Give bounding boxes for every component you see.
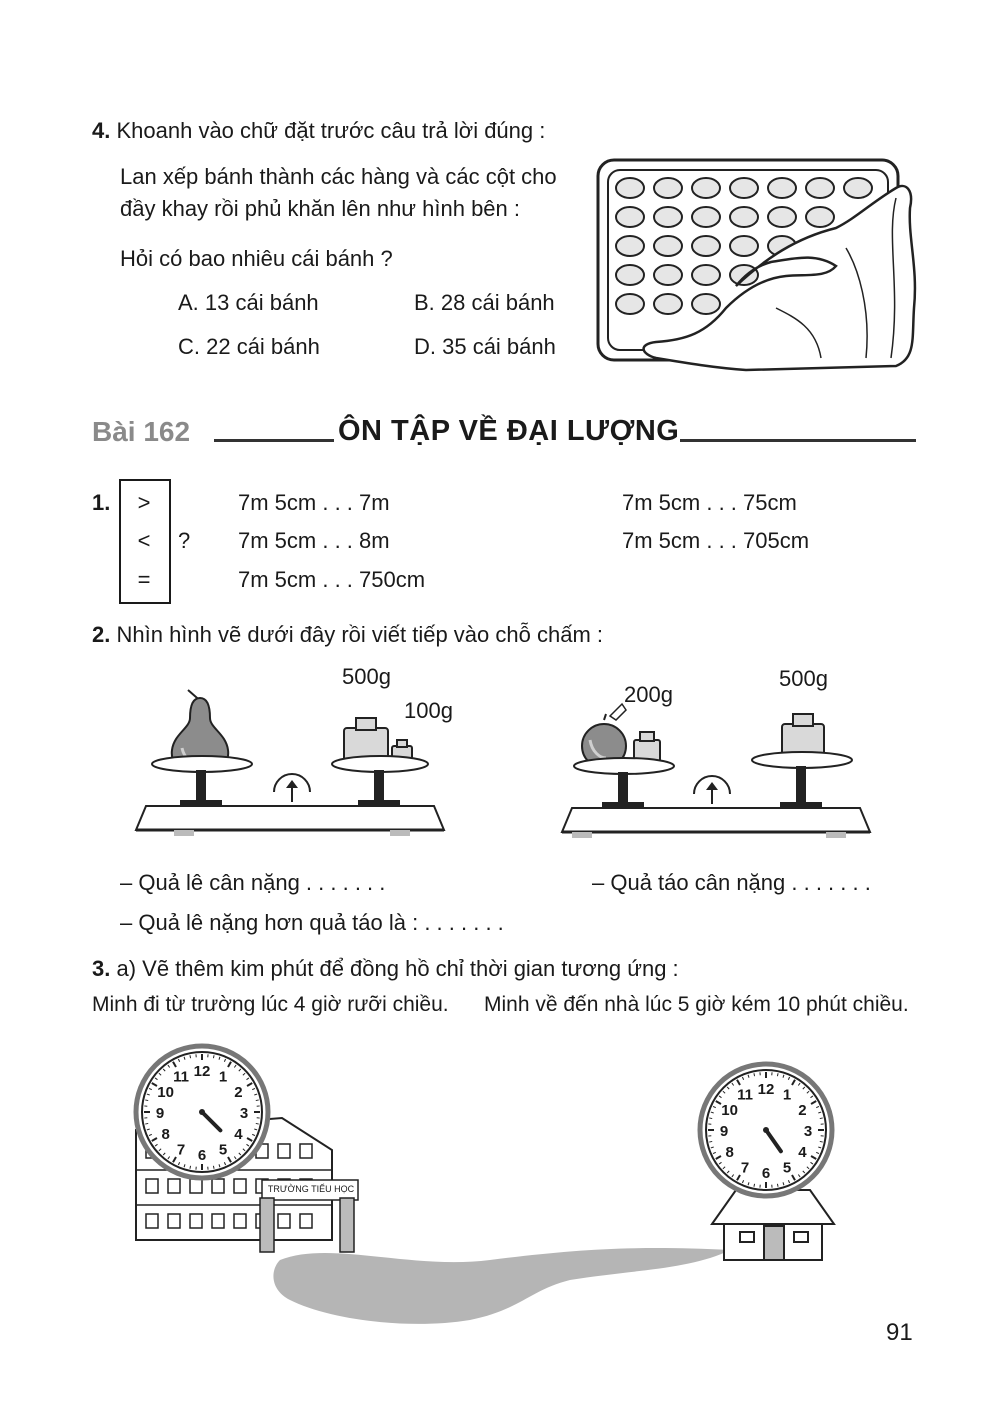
cake-icon xyxy=(654,178,682,198)
q4-question: Hỏi có bao nhiêu cái bánh ? xyxy=(120,246,393,271)
ex2-heading xyxy=(92,622,603,648)
q4-option-a[interactable]: A. 13 cái bánh xyxy=(178,290,319,315)
symbol-greater: > xyxy=(137,490,151,515)
clock-tick xyxy=(256,1123,259,1124)
clock-number: 1 xyxy=(218,1068,228,1086)
cake-icon xyxy=(768,178,796,198)
ex3-instruction: a) Vẽ thêm kim phút để đồng hồ chỉ thời gian tương ứng : xyxy=(116,956,679,981)
clock-number: 12 xyxy=(757,1081,775,1098)
cake-icon xyxy=(806,178,834,198)
q4-line1: Lan xếp bánh thành các hàng và các cột cho xyxy=(120,164,557,189)
clock-number: 3 xyxy=(803,1123,813,1140)
clock-tick xyxy=(820,1141,823,1142)
school-window xyxy=(300,1214,312,1228)
q4-option-c[interactable]: C. 22 cái bánh xyxy=(178,334,320,359)
cake-icon xyxy=(654,207,682,227)
ex3-number: 3. xyxy=(92,956,111,981)
clock-number: 10 xyxy=(157,1084,174,1101)
q4-instruction: Khoanh vào chữ đặt trước câu trả lời đúng : xyxy=(116,118,546,143)
clock-tick xyxy=(777,1184,778,1187)
ex3-heading xyxy=(92,956,679,982)
scale-1-weight-500g-label: 500g xyxy=(342,664,391,689)
symbol-equal: = xyxy=(137,567,151,592)
house-door xyxy=(764,1226,784,1260)
ex2-answer-apple[interactable]: – Quả táo cân nặng . . . . . . . xyxy=(592,870,871,895)
ex3-right-caption: Minh về đến nhà lúc 5 giờ kém 10 phút chiều. xyxy=(484,993,909,1016)
clock-number: 2 xyxy=(798,1102,807,1119)
clock-tick xyxy=(190,1055,191,1058)
clock-number: 9 xyxy=(155,1105,165,1122)
school-window xyxy=(168,1214,180,1228)
ex2-answer-pear[interactable]: – Quả lê cân nặng . . . . . . . xyxy=(120,870,386,895)
ex2-instruction: Nhìn hình vẽ dưới đây rồi viết tiếp vào chỗ chấm : xyxy=(116,622,603,647)
clock-number: 8 xyxy=(161,1126,170,1143)
page-number: 91 xyxy=(886,1319,913,1346)
cake-icon xyxy=(616,265,644,285)
q4-number: 4. xyxy=(92,118,111,143)
cake-icon xyxy=(692,294,720,314)
clock-tick xyxy=(190,1166,191,1169)
cake-icon xyxy=(654,236,682,256)
school-window xyxy=(278,1214,290,1228)
school-window xyxy=(146,1214,158,1228)
clock-number: 8 xyxy=(725,1144,734,1161)
q4-option-d[interactable]: D. 35 cái bánh xyxy=(414,334,556,359)
cake-icon xyxy=(692,236,720,256)
cake-icon xyxy=(730,265,758,285)
ex1-left-1[interactable]: 7m 5cm . . . 7m xyxy=(238,490,390,515)
clock-tick xyxy=(709,1141,712,1142)
clock-tick xyxy=(754,1184,755,1187)
clock-number: 5 xyxy=(782,1159,792,1177)
school-window xyxy=(278,1144,290,1158)
ex1-left-2[interactable]: 7m 5cm . . . 8m xyxy=(238,528,390,553)
clock-tick xyxy=(145,1100,148,1101)
clock-tick xyxy=(820,1118,823,1119)
clock-number: 4 xyxy=(234,1126,243,1143)
clock-home[interactable] xyxy=(696,1060,836,1200)
heading-rule-left xyxy=(214,439,334,442)
school-sign-text: TRƯỜNG TIỂU HỌC xyxy=(267,1184,355,1194)
cake-icon xyxy=(768,207,796,227)
clock-center xyxy=(199,1109,205,1115)
scale-2-weight-200g-label: 200g xyxy=(624,682,673,707)
symbol-less: < xyxy=(137,528,151,553)
clock-tick xyxy=(709,1118,712,1119)
lesson-label: Bài 162 xyxy=(92,416,191,447)
clock-school[interactable] xyxy=(132,1042,272,1182)
q4-line2: đầy khay rồi phủ khăn lên như hình bên : xyxy=(120,196,521,221)
ex2-answer-difference[interactable]: – Quả lê nặng hơn quả táo là : . . . . . . . xyxy=(120,910,504,935)
clock-tick xyxy=(256,1100,259,1101)
clock-number: 2 xyxy=(234,1084,243,1101)
school-window xyxy=(234,1214,246,1228)
tray-illustration xyxy=(596,158,920,372)
clock-tick xyxy=(213,1166,214,1169)
cake-icon xyxy=(730,207,758,227)
clock-tick xyxy=(145,1123,148,1124)
clock-tick xyxy=(777,1073,778,1076)
clock-tick xyxy=(754,1073,755,1076)
scale-2-illustration xyxy=(560,700,874,848)
ex3-left-caption: Minh đi từ trường lúc 4 giờ rưỡi chiều. xyxy=(92,993,449,1016)
clock-number: 11 xyxy=(173,1068,189,1086)
cake-icon xyxy=(806,207,834,227)
clock-number: 10 xyxy=(721,1102,738,1119)
school-window xyxy=(300,1144,312,1158)
cake-icon xyxy=(616,294,644,314)
cake-icon xyxy=(692,178,720,198)
clock-number: 7 xyxy=(176,1141,186,1159)
clock-number: 6 xyxy=(197,1147,207,1164)
scale-1-illustration xyxy=(134,684,448,846)
cake-icon xyxy=(844,178,872,198)
ex1-left-3[interactable]: 7m 5cm . . . 750cm xyxy=(238,567,426,592)
cake-icon xyxy=(616,207,644,227)
cake-icon xyxy=(730,178,758,198)
clock-number: 3 xyxy=(239,1105,249,1122)
cake-icon xyxy=(616,178,644,198)
clock-number: 6 xyxy=(761,1165,771,1182)
lesson-title: ÔN TẬP VỀ ĐẠI LƯỢNG xyxy=(338,415,680,447)
cake-icon xyxy=(692,207,720,227)
cake-icon xyxy=(692,265,720,285)
clock-number: 12 xyxy=(193,1063,211,1080)
ex1-question-mark: ? xyxy=(178,528,191,553)
clock-number: 5 xyxy=(218,1141,228,1159)
clock-center xyxy=(763,1127,769,1133)
clock-number: 7 xyxy=(740,1159,750,1177)
q4-option-b[interactable]: B. 28 cái bánh xyxy=(414,290,555,315)
ex1-right-2[interactable]: 7m 5cm . . . 705cm xyxy=(622,528,810,553)
scale-1-weight-100g-label: 100g xyxy=(404,698,453,723)
cake-icon xyxy=(654,265,682,285)
clock-number: 11 xyxy=(737,1086,753,1104)
ex1-right-1[interactable]: 7m 5cm . . . 75cm xyxy=(622,490,797,515)
ex1-number: 1. xyxy=(92,490,111,515)
q4-heading xyxy=(92,118,545,144)
heading-rule-right xyxy=(680,439,916,442)
ex2-number: 2. xyxy=(92,622,111,647)
school-window xyxy=(190,1214,202,1228)
clock-number: 1 xyxy=(782,1086,792,1104)
school-window xyxy=(212,1214,224,1228)
clock-number: 9 xyxy=(719,1123,729,1140)
cake-icon xyxy=(616,236,644,256)
cake-icon xyxy=(730,236,758,256)
cake-icon xyxy=(654,294,682,314)
clock-number: 4 xyxy=(798,1144,807,1161)
scale-2-weight-500g-label: 500g xyxy=(779,666,828,691)
clock-tick xyxy=(213,1055,214,1058)
